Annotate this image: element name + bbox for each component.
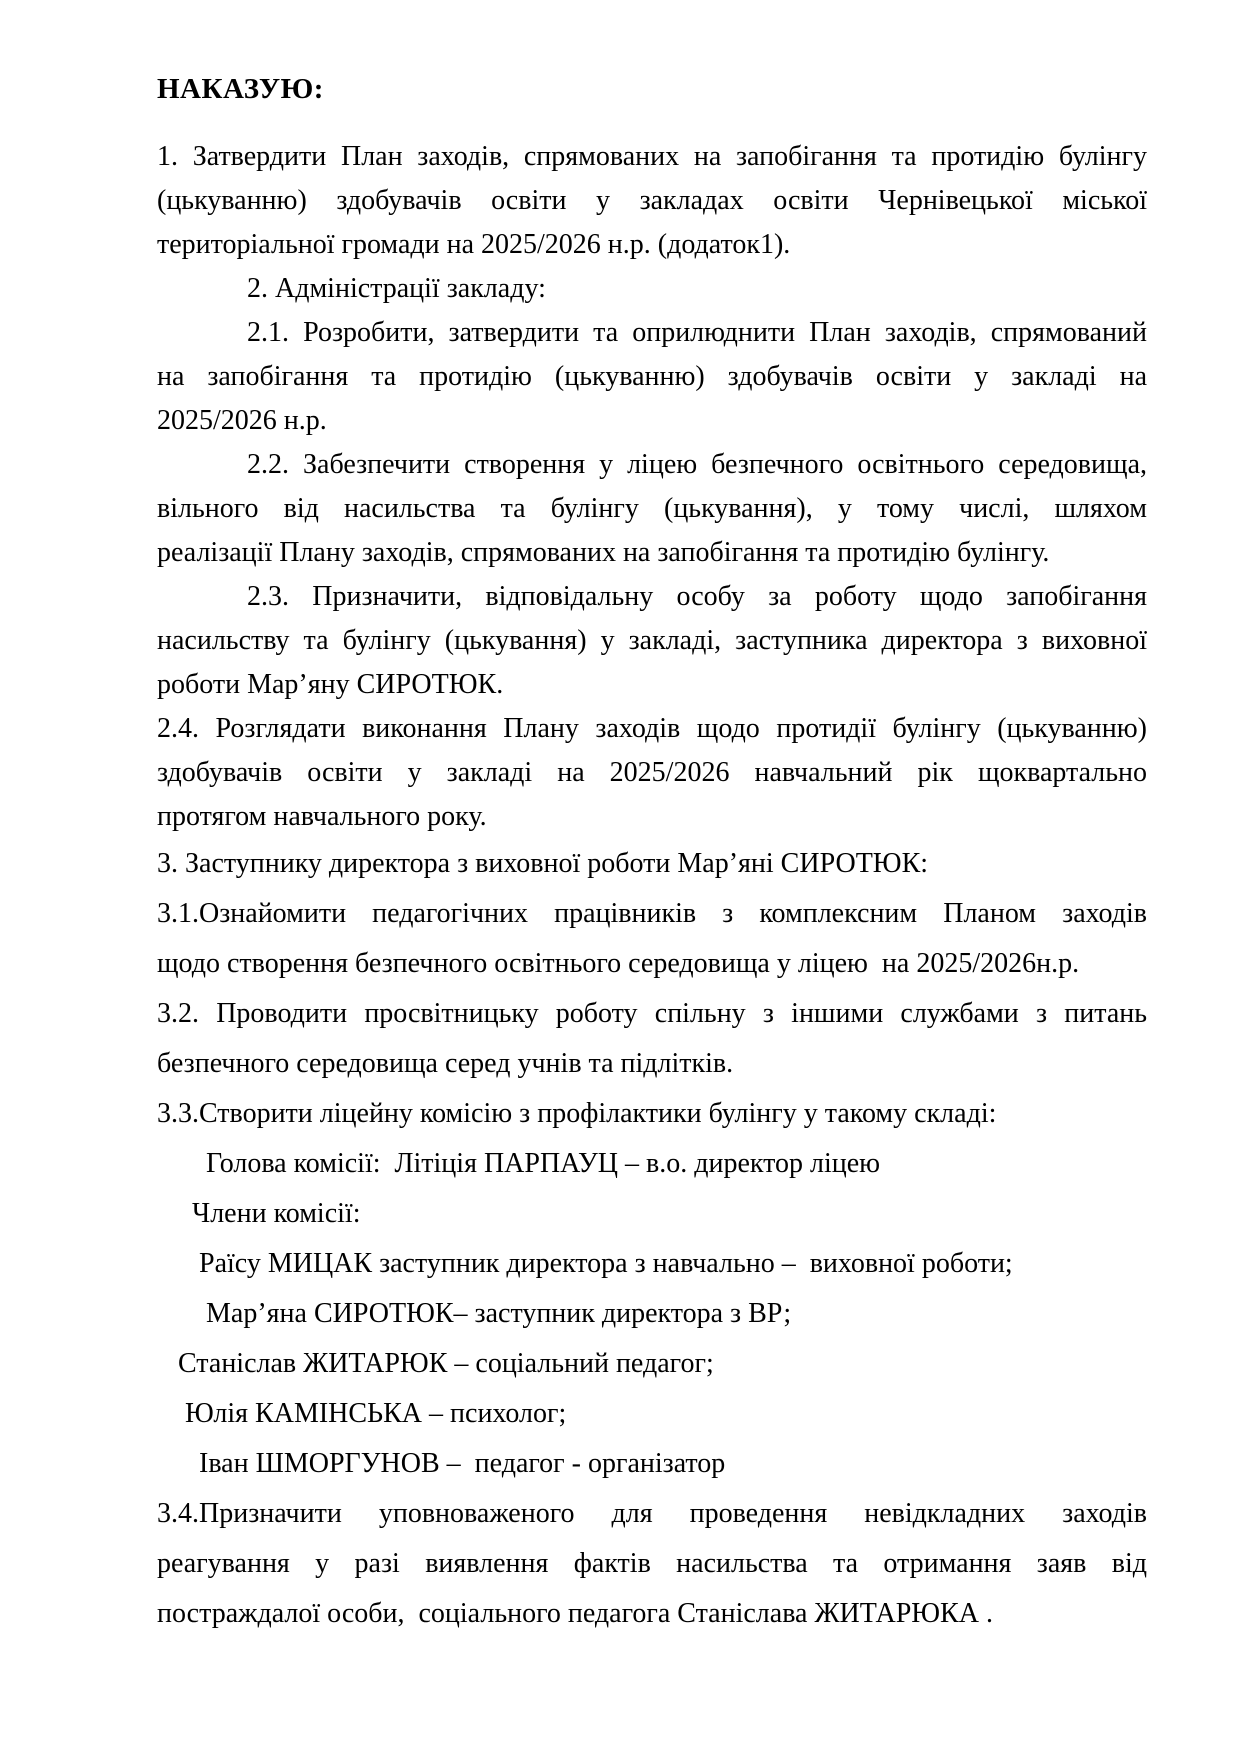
order-item-2-1 <box>157 311 1147 443</box>
commission-member-mytsak-line-1: Раїсу МИЦАК заступник директора з навчально – виховної роботи; <box>157 1248 1013 1279</box>
order-item-3-3-line-1: 3.3.Створити ліцейну комісію з профілактики булінгу у такому складі: <box>157 1098 997 1129</box>
order-item-2-2-line-1: 2.2. Забезпечити створення у ліцею безпечного освітнього середовища, <box>247 449 1147 480</box>
order-item-3-4 <box>157 1489 1147 1639</box>
order-item-2-line-1: 2. Адміністрації закладу: <box>247 273 546 304</box>
commission-head-line-1: Голова комісії: Літіція ПАРПАУЦ – в.о. директор ліцею <box>157 1148 881 1179</box>
order-item-3 <box>157 839 1147 889</box>
order-item-2-2-line-3: реалізації Плану заходів, спрямованих на запобігання та протидію булінгу. <box>157 537 1050 568</box>
order-item-2-1-line-2: на запобігання та протидію (цькуванню) здобувачів освіти у закладі на <box>157 361 1147 392</box>
order-item-3-1-line-2: щодо створення безпечного освітнього середовища у ліцею на 2025/2026н.р. <box>157 948 1080 979</box>
order-item-1-line-3: територіальної громади на 2025/2026 н.р. (додаток1). <box>157 229 791 260</box>
commission-member-kaminska <box>157 1389 1147 1439</box>
order-item-2-3-line-1: 2.3. Призначити, відповідальну особу за роботу щодо запобігання <box>247 581 1147 612</box>
commission-member-syrotiuk <box>157 1289 1147 1339</box>
order-item-3-4-line-3: постраждалої особи, соціального педагога Станіслава ЖИТАРЮКА . <box>157 1598 993 1629</box>
order-item-2-4-line-3: протягом навчального року. <box>157 801 487 832</box>
order-item-2-3 <box>157 575 1147 707</box>
commission-member-shmorhunov <box>157 1439 1147 1489</box>
order-item-3-2-line-1: 3.2. Проводити просвітницьку роботу спільну з іншими службами з питань <box>157 998 1147 1029</box>
order-item-2-4-line-2: здобувачів освіти у закладі на 2025/2026 навчальний рік щоквартально <box>157 757 1147 788</box>
commission-member-mytsak <box>157 1239 1147 1289</box>
order-item-1 <box>157 135 1147 267</box>
order-item-3-3 <box>157 1089 1147 1139</box>
order-item-2-4 <box>157 707 1147 839</box>
order-item-2-2-line-2: вільного від насильства та булінгу (цькування), у тому числі, шляхом <box>157 493 1147 524</box>
order-item-2-3-line-2: насильству та булінгу (цькування) у закладі, заступника директора з виховної <box>157 625 1147 656</box>
order-item-3-line-1: 3. Заступнику директора з виховної роботи Мар’яні СИРОТЮК: <box>157 848 929 879</box>
document-body <box>157 135 1147 1639</box>
document-heading: НАКАЗУЮ: <box>157 73 324 105</box>
order-item-3-4-line-1: 3.4.Призначити уповноваженого для проведення невідкладних заходів <box>157 1498 1147 1529</box>
order-item-3-1-line-1: 3.1.Ознайомити педагогічних працівників з комплексним Планом заходів <box>157 898 1147 929</box>
order-item-1-line-1: 1. Затвердити План заходів, спрямованих на запобігання та протидію булінгу <box>157 141 1147 172</box>
order-item-2-3-line-3: роботи Мар’яну СИРОТЮК. <box>157 669 504 700</box>
order-item-3-1 <box>157 889 1147 989</box>
order-item-2-4-line-1: 2.4. Розглядати виконання Плану заходів щодо протидії булінгу (цькуванню) <box>157 713 1147 744</box>
order-item-3-4-line-2: реагування у разі виявлення фактів насильства та отримання заяв від <box>157 1548 1147 1579</box>
commission-member-kaminska-line-1: Юлія КАМІНСЬКА – психолог; <box>157 1398 567 1429</box>
order-item-2-2 <box>157 443 1147 575</box>
order-item-2 <box>157 267 1147 311</box>
commission-member-zhytariuk-line-1: Станіслав ЖИТАРЮК – соціальний педагог; <box>157 1348 714 1379</box>
commission-head <box>157 1139 1147 1189</box>
commission-members-label-line-1: Члени комісії: <box>157 1198 361 1229</box>
commission-member-shmorhunov-line-1: Іван ШМОРГУНОВ – педагог - організатор <box>157 1448 726 1479</box>
commission-members-label <box>157 1189 1147 1239</box>
order-item-1-line-2: (цькуванню) здобувачів освіти у закладах освіти Чернівецької міської <box>157 185 1147 216</box>
order-item-2-1-line-1: 2.1. Розробити, затвердити та оприлюднити План заходів, спрямований <box>247 317 1147 348</box>
order-item-3-2 <box>157 989 1147 1089</box>
commission-member-syrotiuk-line-1: Мар’яна СИРОТЮК– заступник директора з ВР; <box>157 1298 792 1329</box>
commission-member-zhytariuk <box>157 1339 1147 1389</box>
order-item-2-1-line-3: 2025/2026 н.р. <box>157 405 327 436</box>
order-item-3-2-line-2: безпечного середовища серед учнів та підлітків. <box>157 1048 734 1079</box>
